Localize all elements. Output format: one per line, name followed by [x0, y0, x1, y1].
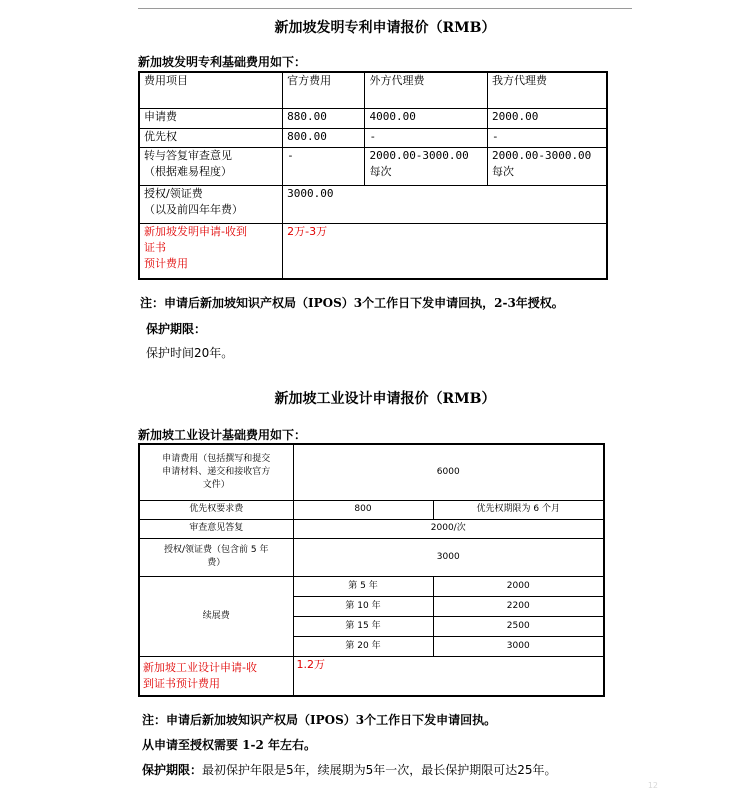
row-ours: -	[487, 128, 607, 147]
label-line: 费）	[207, 558, 226, 568]
row-foreign	[365, 147, 488, 185]
design-fee-table	[138, 443, 605, 697]
page-number: 12	[647, 781, 658, 790]
total-label-line: 新加坡工业设计申请-收	[143, 660, 257, 674]
row-foreign-line: 2000.00-3000.00	[369, 148, 469, 162]
table-row	[139, 108, 607, 128]
row-official: 880.00	[283, 108, 365, 128]
design-protection-text: 最初保护年限是5年，续展期为5年一次，最长保护期限可达25年。	[202, 763, 557, 777]
row-official: -	[283, 147, 365, 185]
renewal-fee-label: 续展费	[139, 576, 293, 656]
renewal-fee: 3000	[433, 636, 604, 656]
table-header-row	[139, 72, 607, 108]
total-label-line: 证书	[144, 240, 166, 254]
table-row	[139, 519, 604, 538]
row-item-line: 授权/领证费	[144, 186, 203, 200]
row-official: 800.00	[283, 128, 365, 147]
row-foreign: -	[365, 128, 488, 147]
total-value: 1.2万	[293, 656, 604, 696]
renewal-year: 第 5 年	[293, 576, 433, 596]
renewal-year: 第 10 年	[293, 596, 433, 616]
total-label-line: 新加坡发明申请-收到	[144, 224, 247, 238]
table-row	[139, 500, 604, 519]
table-row	[139, 147, 607, 185]
invention-patent-title: 新加坡发明专利申请报价（RMB）	[274, 20, 496, 36]
invention-protection-text: 保护时间20年。	[146, 346, 234, 360]
invention-fee-table	[138, 71, 608, 280]
table-row	[139, 538, 604, 576]
total-label-line: 到证书预计费用	[143, 676, 220, 690]
exam-response-value: 2000/次	[293, 519, 604, 538]
label-line: 文件）	[202, 479, 230, 490]
renewal-fee: 2500	[433, 616, 604, 636]
invention-note: 注：申请后新加坡知识产权局（IPOS）3个工作日下发申请回执，2-3年授权。	[140, 296, 564, 310]
design-protection	[142, 761, 557, 778]
table-row	[139, 128, 607, 147]
row-ours: 2000.00	[487, 108, 607, 128]
total-label	[139, 223, 283, 279]
row-item	[139, 185, 283, 223]
invention-protection-label: 保护期限：	[146, 322, 207, 336]
header-official: 官方费用	[283, 72, 365, 108]
row-item-line: 转与答复审查意见	[144, 148, 232, 162]
design-protection-label: 保护期限：	[142, 763, 203, 777]
grant-fee-value: 3000	[293, 538, 604, 576]
total-value: 2万-3万	[283, 223, 607, 279]
total-label-line: 预计费用	[144, 256, 188, 270]
row-item	[139, 147, 283, 185]
exam-response-label: 审查意见答复	[139, 519, 293, 538]
row-foreign: 4000.00	[365, 108, 488, 128]
top-rule	[138, 8, 632, 9]
priority-fee-value: 800	[293, 500, 433, 519]
header-item: 费用项目	[139, 72, 283, 108]
design-grant-time: 从申请至授权需要 1-2 年左右。	[142, 738, 317, 752]
row-item: 申请费	[139, 108, 283, 128]
renewal-year: 第 20 年	[293, 636, 433, 656]
label-line: 授权/领证费（包含前 5 年	[164, 545, 269, 555]
renewal-year: 第 15 年	[293, 616, 433, 636]
row-item-line: （根据难易程度）	[144, 164, 232, 178]
design-fee-subtitle: 新加坡工业设计基础费用如下：	[138, 428, 307, 442]
grant-fee-label	[139, 538, 293, 576]
renewal-fee: 2000	[433, 576, 604, 596]
label-line: 申请材料、递交和接收官方	[162, 466, 271, 477]
table-row-total	[139, 223, 607, 279]
priority-fee-label: 优先权要求费	[139, 500, 293, 519]
table-row	[139, 185, 607, 223]
renewal-row	[139, 576, 604, 596]
label-line: 申请费用（包括撰写和提交	[162, 453, 271, 464]
application-fee-label	[139, 444, 293, 500]
renewal-fee: 2200	[433, 596, 604, 616]
row-ours-line: 每次	[491, 164, 514, 178]
row-ours	[487, 147, 607, 185]
application-fee-value: 6000	[293, 444, 604, 500]
design-note: 注：申请后新加坡知识产权局（IPOS）3个工作日下发申请回执。	[142, 713, 497, 727]
row-item-line: （以及前四年年费）	[144, 202, 243, 216]
design-title: 新加坡工业设计申请报价（RMB）	[274, 391, 496, 407]
row-item: 优先权	[139, 128, 283, 147]
header-our-agent: 我方代理费	[487, 72, 607, 108]
table-row-total	[139, 656, 604, 696]
table-row	[139, 444, 604, 500]
invention-fee-subtitle: 新加坡发明专利基础费用如下：	[138, 55, 307, 69]
total-label	[139, 656, 293, 696]
header-foreign-agent: 外方代理费	[365, 72, 488, 108]
row-foreign-line: 每次	[369, 164, 392, 178]
row-ours-line: 2000.00-3000.00	[491, 148, 592, 162]
priority-period-note: 优先权期限为 6 个月	[433, 500, 604, 519]
row-official: 3000.00	[283, 185, 607, 223]
